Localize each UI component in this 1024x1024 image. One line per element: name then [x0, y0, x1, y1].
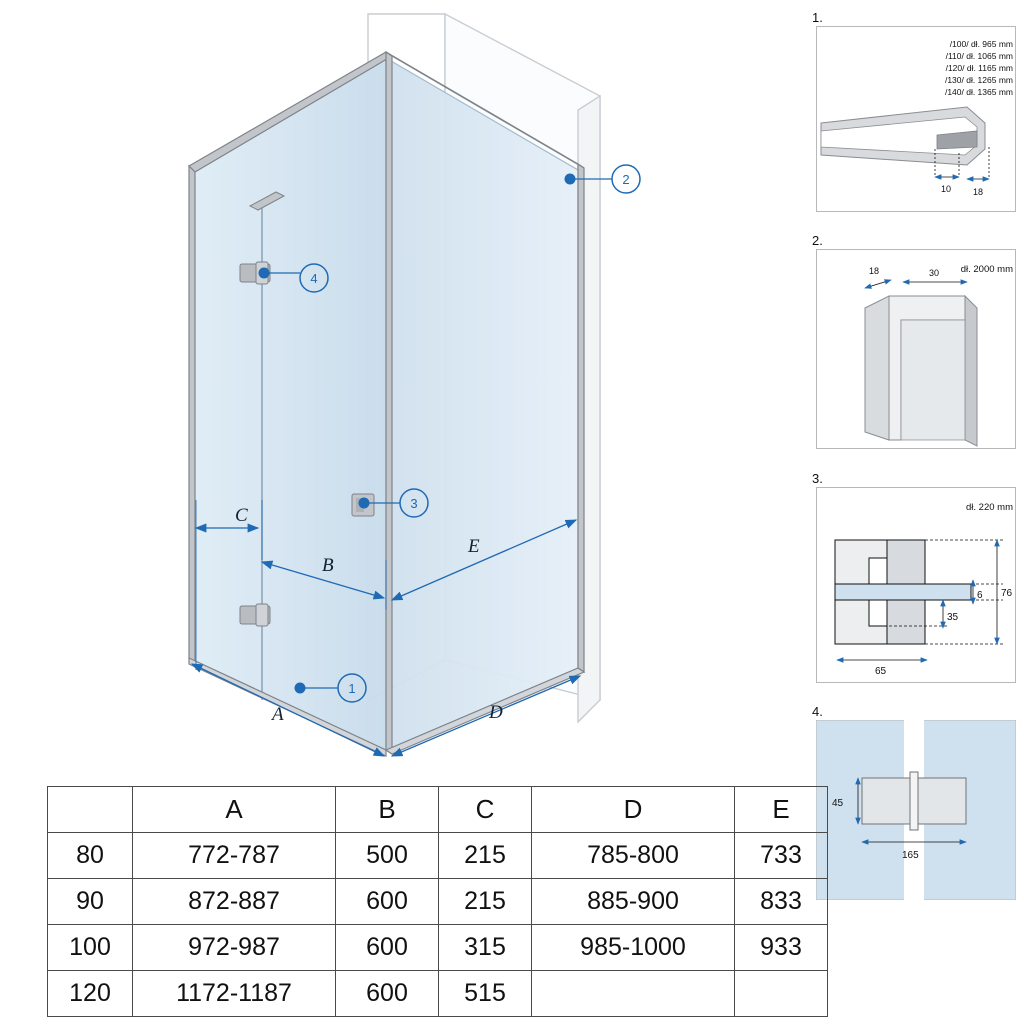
spec-table — [47, 786, 828, 1017]
detail-2-number: 2. — [812, 233, 823, 248]
callout-label-1: 1 — [348, 681, 356, 696]
cell-size: 120 — [48, 971, 133, 1017]
dimension-label-C: C — [235, 505, 248, 526]
table-row — [48, 879, 828, 925]
cell-C: 515 — [439, 971, 532, 1017]
cell-size: 90 — [48, 879, 133, 925]
cell-B: 600 — [336, 925, 439, 971]
cell-D: 885-900 — [532, 879, 735, 925]
detail-1-box — [816, 26, 1016, 212]
dimension-label-D: D — [489, 702, 503, 723]
detail-3-length: dł. 220 mm — [966, 502, 1013, 513]
detail-3-dim-width: 65 — [875, 666, 887, 677]
cell-A: 972-987 — [133, 925, 336, 971]
detail-2-box — [816, 249, 1016, 449]
detail-column — [812, 10, 1016, 904]
detail-3-box — [816, 487, 1016, 683]
detail-3-number: 3. — [812, 471, 823, 486]
hinge-lower — [240, 604, 270, 626]
table-row — [48, 925, 828, 971]
cell-D: 985-1000 — [532, 925, 735, 971]
detail-3-dim-total: 76 — [1001, 588, 1013, 599]
detail-4-dim-width: 165 — [902, 850, 919, 861]
cell-E: 833 — [735, 879, 828, 925]
detail-1-profile — [821, 107, 985, 165]
callout-label-2: 2 — [622, 172, 630, 187]
dimension-label-E: E — [468, 536, 480, 557]
table-header-row — [48, 787, 828, 833]
table-row — [48, 971, 828, 1017]
detail-3-dim-small: 6 — [977, 590, 983, 601]
cell-E — [735, 971, 828, 1017]
detail-1-line-5: /140/ dł. 1365 mm — [944, 87, 1013, 97]
glass-panel-side — [386, 58, 578, 750]
table-header-C: C — [439, 787, 532, 833]
cell-D: 785-800 — [532, 833, 735, 879]
cell-B: 600 — [336, 971, 439, 1017]
detail-1-dim-left: 10 — [941, 184, 952, 194]
cell-B: 500 — [336, 833, 439, 879]
detail-1-line-1: /100/ dł. 965 mm — [949, 39, 1013, 49]
detail-1-wrap — [812, 10, 1016, 215]
detail-4-number: 4. — [812, 704, 823, 719]
detail-3-profile — [835, 540, 971, 644]
detail-4-dim-height: 45 — [832, 798, 844, 809]
cell-size: 80 — [48, 833, 133, 879]
detail-3-dim-mid: 35 — [947, 612, 959, 623]
detail-1-line-4: /130/ dł. 1265 mm — [944, 75, 1013, 85]
table-header-size — [48, 787, 133, 833]
cell-C: 215 — [439, 833, 532, 879]
cell-D — [532, 971, 735, 1017]
cell-B: 600 — [336, 879, 439, 925]
detail-2-profile — [865, 296, 977, 446]
detail-2-wrap — [812, 233, 1016, 453]
detail-3-wrap — [812, 471, 1016, 686]
cell-C: 315 — [439, 925, 532, 971]
cell-A: 772-787 — [133, 833, 336, 879]
cell-E: 733 — [735, 833, 828, 879]
detail-1-dim-right: 18 — [973, 187, 984, 197]
cell-A: 1172-1187 — [133, 971, 336, 1017]
detail-4-box — [816, 720, 1016, 900]
cell-A: 872-887 — [133, 879, 336, 925]
cell-size: 100 — [48, 925, 133, 971]
table-header-A: A — [133, 787, 336, 833]
dimension-label-A: A — [272, 704, 284, 725]
detail-1-line-2: /110/ dł. 1065 mm — [945, 51, 1013, 61]
table-header-B: B — [336, 787, 439, 833]
detail-1-line-3: /120/ dł. 1165 mm — [945, 63, 1013, 73]
detail-4-wrap — [812, 704, 1016, 904]
cell-C: 215 — [439, 879, 532, 925]
callout-label-4: 4 — [310, 271, 318, 286]
detail-2-dim-w2: 30 — [929, 268, 940, 278]
glass-panel-front — [193, 58, 386, 750]
callout-label-3: 3 — [410, 496, 418, 511]
dimension-label-B: B — [322, 555, 334, 576]
table-row — [48, 833, 828, 879]
detail-4-hinge — [862, 772, 966, 830]
detail-2-length: dł. 2000 mm — [960, 264, 1013, 275]
table-header-D: D — [532, 787, 735, 833]
cell-E: 933 — [735, 925, 828, 971]
table-header-E: E — [735, 787, 828, 833]
detail-2-dim-w1: 18 — [869, 266, 880, 276]
detail-1-number: 1. — [812, 10, 823, 25]
